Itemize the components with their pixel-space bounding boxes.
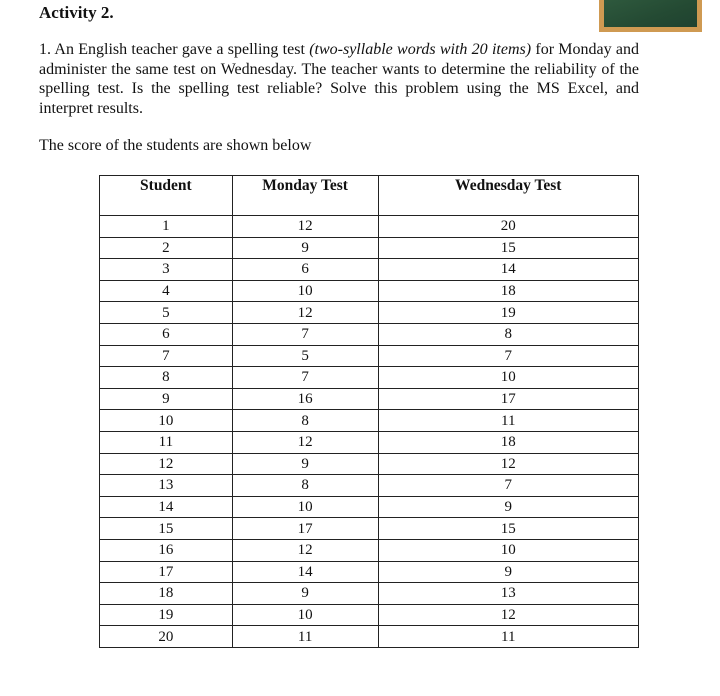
student-cell: 15 xyxy=(100,518,233,540)
table-row xyxy=(100,626,639,648)
table-row xyxy=(100,604,639,626)
problem-text-italic: (two-syllable words with 20 items) xyxy=(309,41,532,58)
wednesday-score-cell: 17 xyxy=(378,388,639,410)
monday-score-cell: 14 xyxy=(232,561,378,583)
monday-score-cell: 10 xyxy=(232,496,378,518)
table-row xyxy=(100,237,639,259)
student-cell: 11 xyxy=(100,431,233,453)
student-cell: 5 xyxy=(100,302,233,324)
chalkboard-image xyxy=(599,0,702,32)
table-row xyxy=(100,410,639,432)
wednesday-score-cell: 9 xyxy=(378,496,639,518)
table-row xyxy=(100,280,639,302)
table-row xyxy=(100,518,639,540)
monday-score-cell: 7 xyxy=(232,367,378,389)
table-row xyxy=(100,302,639,324)
table-row xyxy=(100,453,639,475)
problem-statement xyxy=(39,40,639,118)
monday-score-cell: 8 xyxy=(232,475,378,497)
wednesday-score-cell: 10 xyxy=(378,539,639,561)
wednesday-score-cell: 7 xyxy=(378,475,639,497)
monday-score-cell: 12 xyxy=(232,302,378,324)
table-row xyxy=(100,367,639,389)
monday-score-cell: 11 xyxy=(232,626,378,648)
table-intro: The score of the students are shown below xyxy=(39,137,312,154)
wednesday-score-cell: 14 xyxy=(378,259,639,281)
monday-score-cell: 9 xyxy=(232,583,378,605)
monday-score-cell: 12 xyxy=(232,431,378,453)
student-cell: 9 xyxy=(100,388,233,410)
header-monday-test: Monday Test xyxy=(232,176,378,216)
wednesday-score-cell: 12 xyxy=(378,604,639,626)
table-row xyxy=(100,561,639,583)
student-cell: 14 xyxy=(100,496,233,518)
table-row xyxy=(100,496,639,518)
monday-score-cell: 6 xyxy=(232,259,378,281)
wednesday-score-cell: 19 xyxy=(378,302,639,324)
table-row xyxy=(100,259,639,281)
monday-score-cell: 10 xyxy=(232,280,378,302)
table-row xyxy=(100,345,639,367)
student-cell: 17 xyxy=(100,561,233,583)
monday-score-cell: 7 xyxy=(232,323,378,345)
wednesday-score-cell: 15 xyxy=(378,237,639,259)
chalkboard-surface xyxy=(604,0,697,27)
student-cell: 18 xyxy=(100,583,233,605)
wednesday-score-cell: 15 xyxy=(378,518,639,540)
problem-text-end: for Monday and administer the same test on Wednesday. The teacher wants to determine the reliability of the spelling test. Is the spelling test reliable? Solve this problem using the MS Excel, and interpret results. xyxy=(39,41,640,117)
table-row xyxy=(100,323,639,345)
monday-score-cell: 9 xyxy=(232,237,378,259)
student-cell: 20 xyxy=(100,626,233,648)
wednesday-score-cell: 11 xyxy=(378,410,639,432)
student-cell: 7 xyxy=(100,345,233,367)
table-row xyxy=(100,475,639,497)
table-row xyxy=(100,388,639,410)
wednesday-score-cell: 18 xyxy=(378,280,639,302)
monday-score-cell: 12 xyxy=(232,539,378,561)
wednesday-score-cell: 20 xyxy=(378,216,639,238)
wednesday-score-cell: 18 xyxy=(378,431,639,453)
header-wednesday-test: Wednesday Test xyxy=(378,176,639,216)
table-row xyxy=(100,431,639,453)
table-row xyxy=(100,539,639,561)
monday-score-cell: 16 xyxy=(232,388,378,410)
monday-score-cell: 8 xyxy=(232,410,378,432)
wednesday-score-cell: 7 xyxy=(378,345,639,367)
monday-score-cell: 5 xyxy=(232,345,378,367)
wednesday-score-cell: 11 xyxy=(378,626,639,648)
student-cell: 2 xyxy=(100,237,233,259)
wednesday-score-cell: 9 xyxy=(378,561,639,583)
problem-text-start: 1. An English teacher gave a spelling test xyxy=(39,41,310,58)
student-cell: 8 xyxy=(100,367,233,389)
student-cell: 13 xyxy=(100,475,233,497)
student-cell: 3 xyxy=(100,259,233,281)
student-cell: 19 xyxy=(100,604,233,626)
wednesday-score-cell: 10 xyxy=(378,367,639,389)
wednesday-score-cell: 8 xyxy=(378,323,639,345)
monday-score-cell: 10 xyxy=(232,604,378,626)
student-cell: 4 xyxy=(100,280,233,302)
wednesday-score-cell: 13 xyxy=(378,583,639,605)
monday-score-cell: 12 xyxy=(232,216,378,238)
table-header-row xyxy=(100,176,639,216)
student-cell: 1 xyxy=(100,216,233,238)
table-row xyxy=(100,216,639,238)
header-student: Student xyxy=(100,176,233,216)
table-body xyxy=(100,216,639,648)
student-cell: 12 xyxy=(100,453,233,475)
activity-heading: Activity 2. xyxy=(39,3,114,22)
student-cell: 10 xyxy=(100,410,233,432)
monday-score-cell: 17 xyxy=(232,518,378,540)
scores-table xyxy=(99,175,639,648)
student-cell: 6 xyxy=(100,323,233,345)
monday-score-cell: 9 xyxy=(232,453,378,475)
student-cell: 16 xyxy=(100,539,233,561)
table-row xyxy=(100,583,639,605)
wednesday-score-cell: 12 xyxy=(378,453,639,475)
